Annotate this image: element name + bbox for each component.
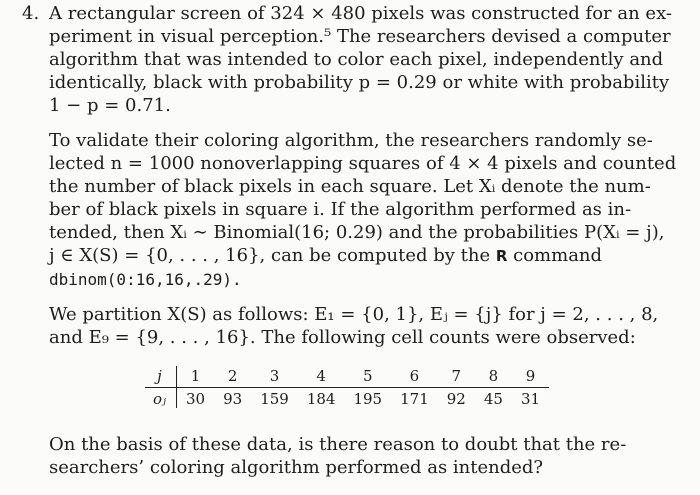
table-cell: 31 (520, 390, 541, 408)
cell-counts-table (145, 366, 549, 408)
r-command-code: dbinom(0:16,16,.29). (49, 270, 242, 289)
text-line: tended, then Xᵢ ∼ Binomial(16; 0.29) and the probabilities P(Xᵢ = j), (49, 222, 665, 243)
paragraph-question (49, 433, 681, 479)
paragraph-intro (49, 2, 681, 117)
text-line: algorithm that was intended to color each pixel, independently and (49, 49, 664, 70)
text-line: searchers’ coloring algorithm performed as intended? (49, 457, 544, 478)
table-cell: 4 (298, 366, 345, 388)
table-cell: 45 (483, 390, 503, 408)
problem-number: 4. (22, 3, 40, 24)
table-cell: 5 (344, 366, 391, 388)
table-cell: 8 (475, 366, 512, 388)
table-cell: 2 (214, 366, 251, 388)
text-line: the number of black pixels in each square. Let Xᵢ denote the num- (49, 176, 651, 197)
table-cell: 93 (223, 390, 243, 408)
paragraph-partition (49, 303, 681, 349)
text-line: On the basis of these data, is there reason to doubt that the re- (49, 434, 627, 455)
table-row-j (145, 366, 549, 388)
text-line-with-command (49, 244, 681, 268)
row-label-j: j (145, 366, 177, 388)
table-cell: 195 (353, 390, 383, 408)
table-cell: 184 (306, 390, 336, 408)
table-cell: 171 (400, 390, 429, 408)
r-language-name: R (495, 247, 508, 265)
table-cell: 7 (438, 366, 475, 388)
table-cell: 6 (391, 366, 438, 388)
text-line: To validate their coloring algorithm, the researchers randomly se- (49, 130, 653, 151)
line-suffix: command (507, 245, 603, 266)
paragraph-validation (49, 129, 681, 291)
table-cell: 30 (186, 390, 206, 408)
text-line: We partition X(S) as follows: E₁ = {0, 1}, Eⱼ = {j} for j = 2, . . . , 8, (49, 304, 659, 325)
table-cell: 9 (512, 366, 549, 388)
text-line: identically, black with probability p = 0.29 or white with probability (49, 72, 670, 93)
table-cell: 3 (251, 366, 298, 388)
table-cell: 1 (177, 366, 215, 388)
text-line: and E₉ = {9, . . . , 16}. The following cell counts were observed: (49, 327, 636, 348)
text-line: A rectangular screen of 324 × 480 pixels was constructed for an ex- (49, 3, 672, 24)
table-cell: 92 (446, 390, 466, 408)
table-row-observed (145, 388, 549, 409)
text-line: periment in visual perception.⁵ The researchers devised a computer (49, 26, 671, 47)
table-cell: 159 (260, 390, 289, 408)
line-prefix: j ∈ X(S) = {0, . . . , 16}, can be computed by the (49, 245, 496, 266)
text-line: ber of black pixels in square i. If the algorithm performed as in- (49, 199, 632, 220)
row-label-observed: oⱼ (145, 388, 177, 409)
text-line: lected n = 1000 nonoverlapping squares of 4 × 4 pixels and counted (49, 153, 677, 174)
text-line: 1 − p = 0.71. (49, 95, 171, 116)
